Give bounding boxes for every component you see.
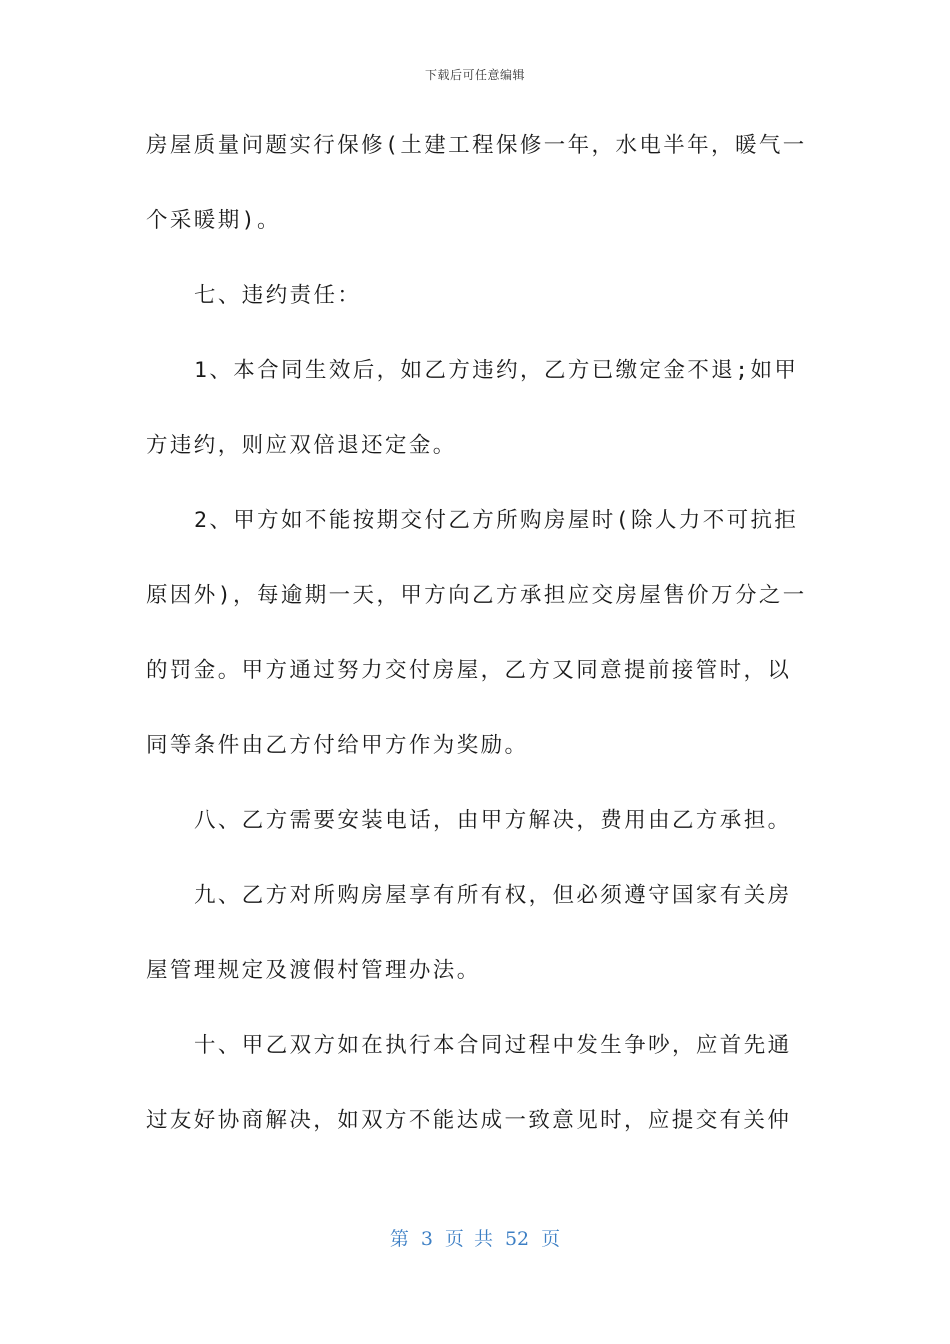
text-line: 房屋质量问题实行保修(土建工程保修一年，水电半年，暖气一 [146, 133, 807, 158]
text-line: 十、甲乙双方如在执行本合同过程中发生争吵，应首先通 [194, 1033, 792, 1058]
text-line: 过友好协商解决，如双方不能达成一致意见时，应提交有关仲 [146, 1108, 792, 1133]
text-line: 同等条件由乙方付给甲方作为奖励。 [146, 733, 529, 758]
total-page-count: 52 [504, 1228, 530, 1250]
page-footer [0, 1224, 950, 1251]
document-body [146, 122, 806, 1172]
text-line: 屋管理规定及渡假村管理办法。 [146, 958, 481, 983]
text-line: 原因外)，每逾期一天，甲方向乙方承担应交房屋售价万分之一 [146, 583, 807, 608]
text-line: 1、本合同生效后，如乙方违约，乙方已缴定金不退;如甲 [194, 358, 799, 383]
footer-suffix: 页 [541, 1228, 561, 1250]
section-heading: 七、违约责任： [194, 283, 362, 308]
text-line: 个采暖期)。 [146, 208, 281, 233]
header-note: 下载后可任意编辑 [424, 68, 525, 82]
text-line: 方违约，则应双倍退还定金。 [146, 433, 457, 458]
footer-prefix: 第 [389, 1228, 409, 1250]
current-page-number: 3 [420, 1228, 433, 1250]
text-line: 九、乙方对所购房屋享有所有权，但必须遵守国家有关房 [194, 883, 792, 908]
text-line: 的罚金。甲方通过努力交付房屋，乙方又同意提前接管时，以 [146, 658, 792, 683]
page-header [0, 66, 950, 83]
footer-middle: 页 共 [444, 1228, 493, 1250]
text-line: 八、乙方需要安装电话，由甲方解决，费用由乙方承担。 [194, 808, 792, 833]
text-line: 2、甲方如不能按期交付乙方所购房屋时(除人力不可抗拒 [194, 508, 799, 533]
